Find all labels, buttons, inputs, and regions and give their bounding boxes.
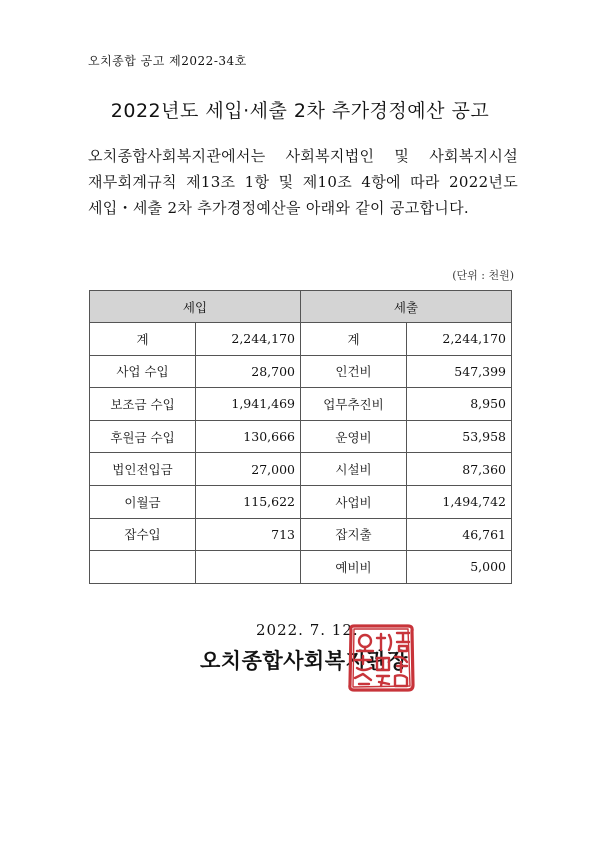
table-row bbox=[90, 323, 512, 356]
revenue-item: 후원금 수입 bbox=[90, 420, 196, 453]
revenue-header: 세입 bbox=[90, 291, 301, 323]
expense-amount: 5,000 bbox=[407, 551, 512, 584]
expense-header: 세출 bbox=[301, 291, 512, 323]
page-title: 2022년도 세입·세출 2차 추가경정예산 공고 bbox=[110, 100, 490, 122]
revenue-item: 보조금 수입 bbox=[90, 388, 196, 421]
body-line: 세입・세출 2차 추가경정예산을 아래와 같이 공고합니다. bbox=[88, 199, 469, 217]
table-row bbox=[90, 518, 512, 551]
revenue-amount: 28,700 bbox=[196, 355, 301, 388]
expense-item: 잡지출 bbox=[301, 518, 407, 551]
expense-amount: 2,244,170 bbox=[407, 323, 512, 356]
expense-amount: 547,399 bbox=[407, 355, 512, 388]
signer-name: 오치종합사회복지관장 bbox=[200, 649, 408, 673]
revenue-item: 법인전입금 bbox=[90, 453, 196, 486]
expense-item: 예비비 bbox=[301, 551, 407, 584]
revenue-amount bbox=[196, 551, 301, 584]
expense-item: 계 bbox=[301, 323, 407, 356]
revenue-item: 계 bbox=[90, 323, 196, 356]
table-row bbox=[90, 420, 512, 453]
notice-date: 2022. 7. 12. bbox=[256, 621, 359, 639]
expense-item: 사업비 bbox=[301, 485, 407, 518]
revenue-amount: 27,000 bbox=[196, 453, 301, 486]
expense-item: 업무추진비 bbox=[301, 388, 407, 421]
revenue-item: 이월금 bbox=[90, 485, 196, 518]
notice-body bbox=[88, 143, 518, 221]
notice-number: 오치종합 공고 제2022-34호 bbox=[88, 54, 247, 68]
official-seal-icon bbox=[345, 622, 417, 694]
expense-item: 운영비 bbox=[301, 420, 407, 453]
revenue-amount: 130,666 bbox=[196, 420, 301, 453]
table-row bbox=[90, 355, 512, 388]
expense-amount: 53,958 bbox=[407, 420, 512, 453]
table-row bbox=[90, 388, 512, 421]
revenue-item: 사업 수입 bbox=[90, 355, 196, 388]
body-line: 재무회계규칙 제13조 1항 및 제10조 4항에 따라 2022년도 bbox=[88, 173, 518, 191]
budget-table bbox=[89, 290, 512, 584]
expense-amount: 46,761 bbox=[407, 518, 512, 551]
revenue-amount: 1,941,469 bbox=[196, 388, 301, 421]
expense-amount: 87,360 bbox=[407, 453, 512, 486]
revenue-item: 잡수입 bbox=[90, 518, 196, 551]
revenue-item bbox=[90, 551, 196, 584]
table-row bbox=[90, 551, 512, 584]
table-row bbox=[90, 453, 512, 486]
table-row bbox=[90, 485, 512, 518]
revenue-amount: 713 bbox=[196, 518, 301, 551]
unit-note: (단위 : 천원) bbox=[452, 269, 514, 282]
expense-item: 인건비 bbox=[301, 355, 407, 388]
body-line: 오치종합사회복지관에서는 사회복지법인 및 사회복지시설 bbox=[88, 147, 518, 165]
revenue-amount: 2,244,170 bbox=[196, 323, 301, 356]
table-header-row bbox=[90, 291, 512, 323]
revenue-amount: 115,622 bbox=[196, 485, 301, 518]
expense-amount: 8,950 bbox=[407, 388, 512, 421]
expense-item: 시설비 bbox=[301, 453, 407, 486]
expense-amount: 1,494,742 bbox=[407, 485, 512, 518]
